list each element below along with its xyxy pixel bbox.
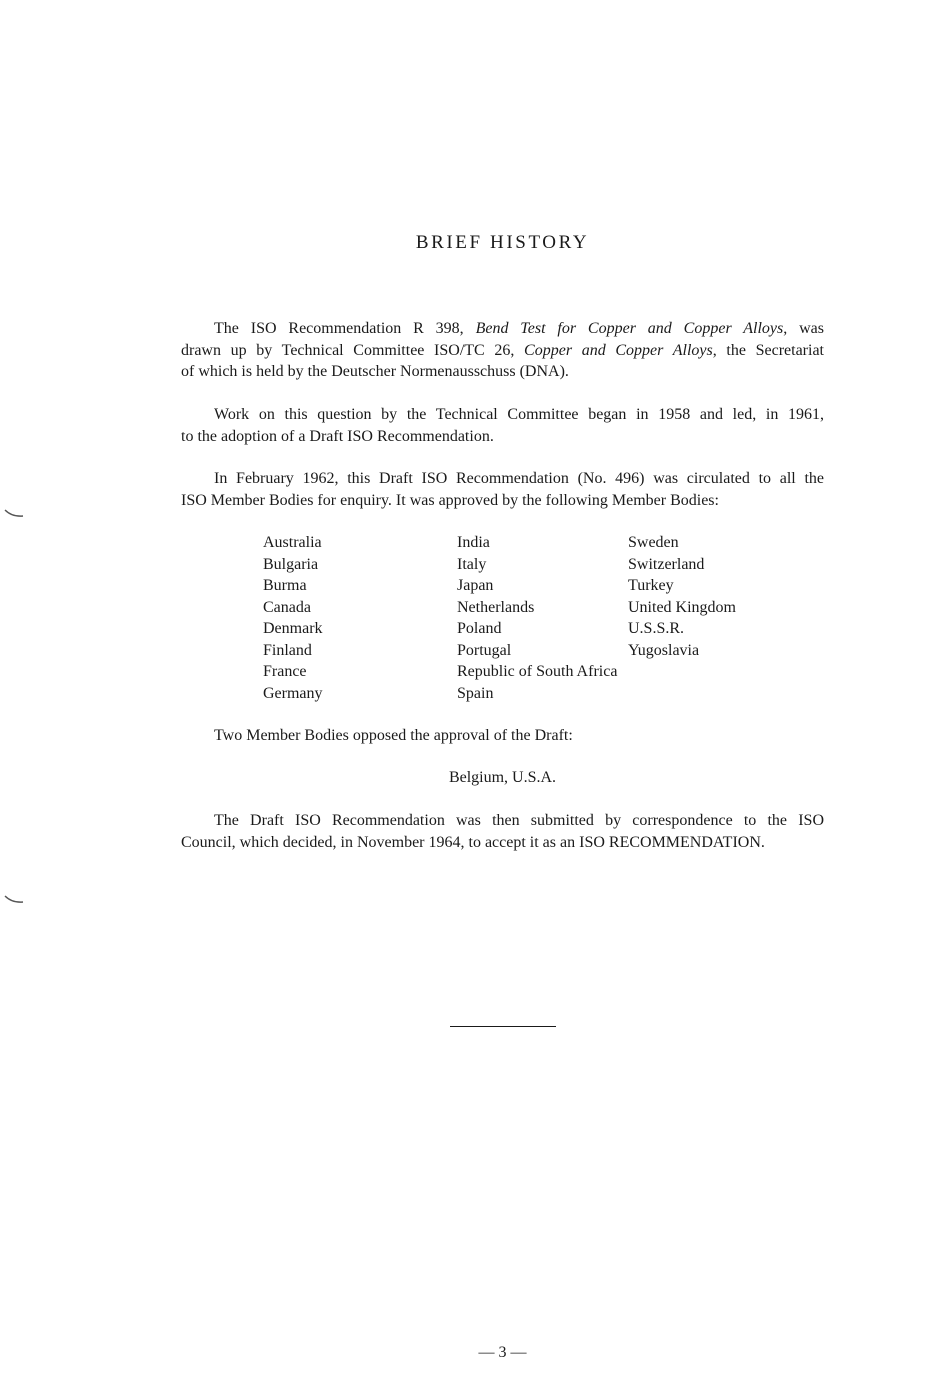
paragraph-work [181,404,824,447]
list-item: Turkey [628,577,674,594]
list-item: Switzerland [628,555,705,573]
country-column [263,532,323,704]
opposed-intro: Two Member Bodies opposed the approval of the Draft: [214,727,573,744]
country-column [457,532,617,704]
list-item: Burma [263,577,307,594]
list-item: Canada [263,598,311,616]
paragraph-circulation [181,468,824,511]
paragraph-line: of which is held by the Deutscher Normenausschuss (DNA). [181,363,569,380]
recommendation-title: Bend Test for Copper and Copper Alloys [475,320,784,337]
list-item: Sweden [628,534,679,551]
paragraph-line [181,340,824,362]
paragraph-line: The Draft ISO Recommendation was then submitted by correspondence to the ISO [214,812,824,829]
paragraph-acceptance [181,810,824,853]
paragraph-line: Council, which decided, in November 1964, to accept it as an ISO RECOMMENDATION. [181,833,765,851]
country-column [628,532,736,661]
list-item: France [263,663,307,680]
list-item: Germany [263,684,323,702]
text-run: drawn up by Technical Committee ISO/TC 26, [181,341,525,359]
committee-name: Copper and Copper Alloys [524,341,713,359]
text-run: , was [783,320,825,337]
page-number: — 3 — [478,1344,527,1361]
opposed-list: Belgium, U.S.A. [448,769,557,786]
page-title: BRIEF HISTORY [415,232,590,253]
section-divider [450,1026,556,1027]
list-item: United Kingdom [628,598,736,616]
list-item: Portugal [457,641,512,659]
list-item: Finland [263,641,312,659]
paragraph-line: In February 1962, this Draft ISO Recommendation (No. 496) was circulated to all the [214,470,824,487]
list-item: Australia [263,534,322,551]
paragraph-line [181,318,824,340]
list-item: Spain [457,684,494,702]
paragraph-line: to the adoption of a Draft ISO Recommendation. [181,427,494,445]
list-item: Bulgaria [263,555,319,573]
margin-mark-icon [4,508,24,518]
list-item: U.S.S.R. [628,620,685,637]
paragraph-origin [181,318,824,383]
margin-mark-icon [4,894,24,904]
list-item: Yugoslavia [628,641,700,659]
list-item: Denmark [263,620,323,637]
list-item: Japan [457,577,494,594]
text-run: The ISO Recommendation R 398, [214,320,476,337]
list-item: Poland [457,620,502,637]
list-item: India [457,534,490,551]
list-item: Italy [457,555,487,573]
list-item: Netherlands [457,598,535,616]
text-run: , the Secretariat [712,341,824,359]
paragraph-line: Work on this question by the Technical Committee began in 1958 and led, in 1961, [214,406,824,423]
list-item: Republic of South Africa [457,663,618,680]
paragraph-line: ISO Member Bodies for enquiry. It was approved by the following Member Bodies: [181,491,719,509]
